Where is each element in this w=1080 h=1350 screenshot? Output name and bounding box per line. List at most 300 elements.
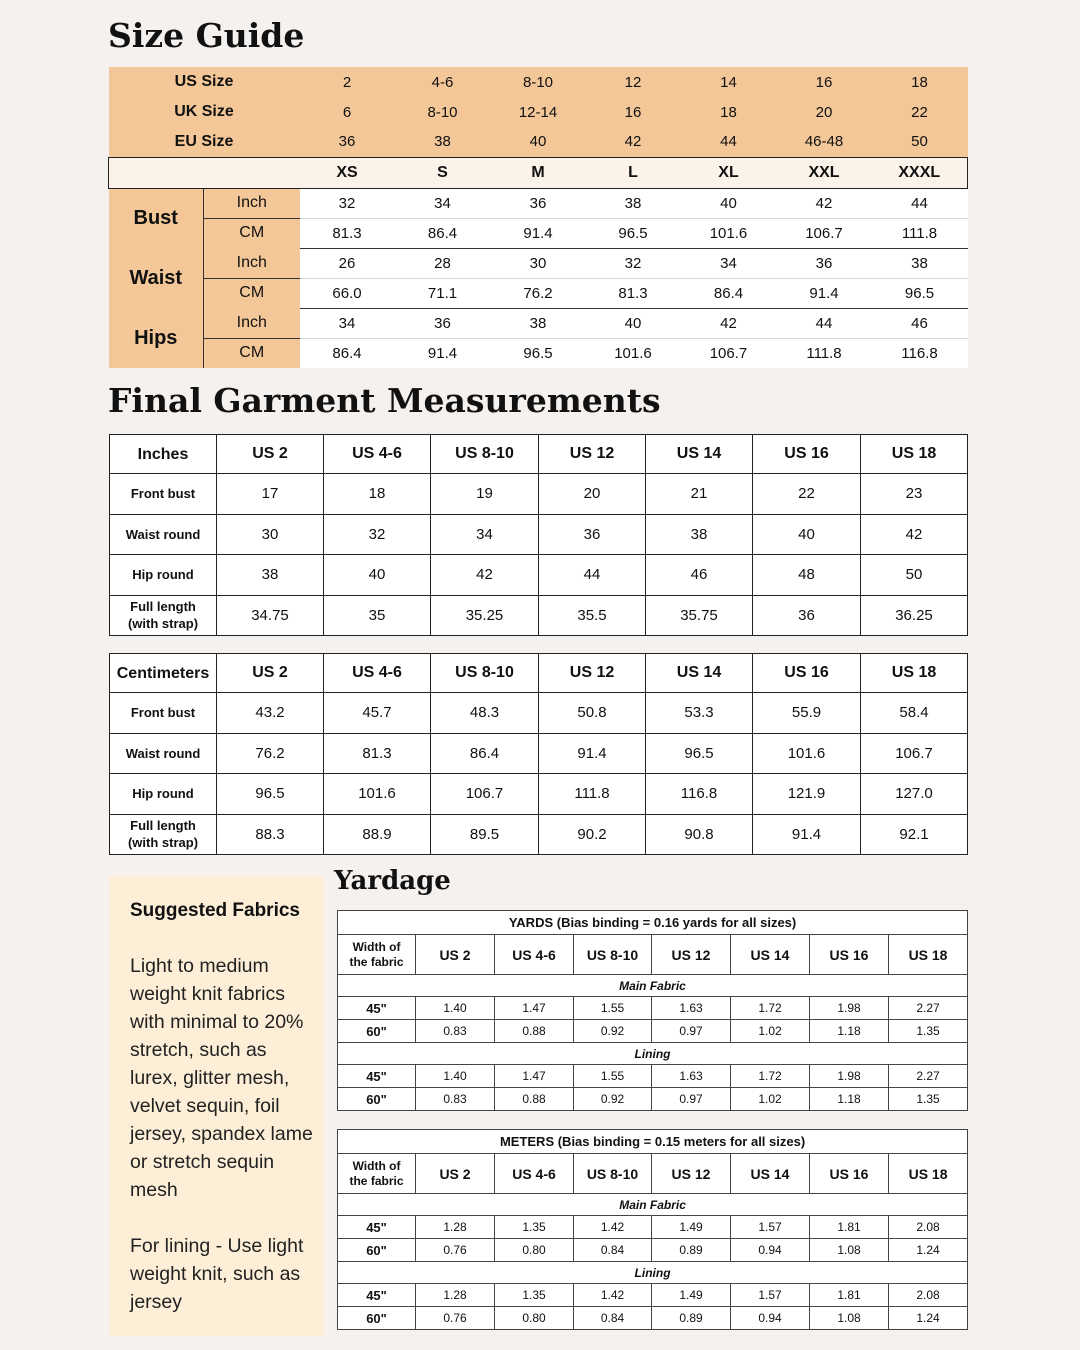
fabric-width: 45" <box>338 1216 416 1239</box>
cm-value: 86.4 <box>681 278 777 308</box>
cm-value: 91.4 <box>395 338 491 368</box>
size-column-header: US 18 <box>861 654 968 693</box>
row-label-line: Hip round <box>132 567 194 583</box>
yardage-value: 1.08 <box>810 1307 889 1330</box>
yardage-value: 1.47 <box>495 997 574 1020</box>
row-label-line: Waist round <box>125 745 201 761</box>
garment-value: 48.3 <box>431 693 539 734</box>
yardage-row <box>338 1216 968 1239</box>
garment-row <box>110 814 968 855</box>
fabric-width-header-line: the fabric <box>349 1173 404 1188</box>
inch-value: 40 <box>681 188 777 218</box>
size-column-header: US 2 <box>416 1154 495 1194</box>
garment-value: 46 <box>646 555 753 596</box>
size-value: 42 <box>586 127 681 157</box>
inch-value: 44 <box>777 308 872 338</box>
size-column-header: US 14 <box>646 654 753 693</box>
size-guide-heading: Size Guide <box>108 16 305 55</box>
yardage-row <box>338 1307 968 1330</box>
size-column-header: US 16 <box>810 935 889 975</box>
letter-size: XXL <box>777 157 872 188</box>
garment-row-label <box>110 474 217 515</box>
size-value: 8-10 <box>491 67 586 97</box>
inch-value: 36 <box>395 308 491 338</box>
garment-value: 36 <box>753 595 861 636</box>
yardage-value: 1.28 <box>416 1216 495 1239</box>
yardage-value: 1.35 <box>495 1216 574 1239</box>
yardage-value: 1.35 <box>889 1088 968 1111</box>
unit-label: Inch <box>204 308 300 338</box>
size-value: 18 <box>681 97 777 127</box>
garment-row <box>110 595 968 636</box>
garment-row-label <box>110 774 217 815</box>
row-label-line: (with strap) <box>127 616 199 632</box>
garment-row <box>110 774 968 815</box>
size-system-label: US Size <box>109 67 300 97</box>
fabric-width: 45" <box>338 1065 416 1088</box>
size-value: 40 <box>491 127 586 157</box>
fabric-section-row <box>338 1262 968 1284</box>
size-column-header: US 14 <box>731 1154 810 1194</box>
row-label-line: Waist round <box>125 526 201 542</box>
size-value: 50 <box>872 127 968 157</box>
yardage-heading: Yardage <box>334 866 451 896</box>
size-column-header: US 4-6 <box>324 654 431 693</box>
size-column-header: US 8-10 <box>431 435 539 474</box>
letter-size: M <box>491 157 586 188</box>
unit-label: CM <box>204 338 300 368</box>
inch-value: 40 <box>586 308 681 338</box>
cm-value: 71.1 <box>395 278 491 308</box>
size-column-header: US 16 <box>810 1154 889 1194</box>
row-label-line: Front bust <box>130 486 196 502</box>
yardage-value: 0.84 <box>574 1239 652 1262</box>
cm-value: 81.3 <box>586 278 681 308</box>
inch-value: 38 <box>872 248 968 278</box>
garment-value: 50.8 <box>539 693 646 734</box>
garment-value: 40 <box>753 514 861 555</box>
yardage-value: 1.98 <box>810 997 889 1020</box>
garment-value: 88.3 <box>217 814 324 855</box>
fabric-width: 45" <box>338 1284 416 1307</box>
size-value: 36 <box>300 127 395 157</box>
garment-row-label <box>110 693 217 734</box>
inch-value: 38 <box>491 308 586 338</box>
measurement-inch-row <box>109 188 968 218</box>
fabric-width-header <box>338 1154 416 1194</box>
size-column-header: US 4-6 <box>495 1154 574 1194</box>
garment-value: 44 <box>539 555 646 596</box>
garment-row <box>110 555 968 596</box>
inch-value: 32 <box>586 248 681 278</box>
cm-value: 96.5 <box>872 278 968 308</box>
cm-value: 86.4 <box>300 338 395 368</box>
garment-row <box>110 693 968 734</box>
size-value: 44 <box>681 127 777 157</box>
garment-value: 38 <box>217 555 324 596</box>
garment-value: 90.2 <box>539 814 646 855</box>
garment-value: 48 <box>753 555 861 596</box>
yardage-value: 0.88 <box>495 1020 574 1043</box>
cm-value: 106.7 <box>777 218 872 248</box>
garment-value: 111.8 <box>539 774 646 815</box>
garment-value: 17 <box>217 474 324 515</box>
yardage-row <box>338 1065 968 1088</box>
size-column-header: US 18 <box>889 935 968 975</box>
letter-size: XL <box>681 157 777 188</box>
garment-row-label <box>110 514 217 555</box>
unit-header: Centimeters <box>110 654 217 693</box>
size-value: 38 <box>395 127 491 157</box>
garment-value: 76.2 <box>217 733 324 774</box>
yardage-value: 0.80 <box>495 1239 574 1262</box>
inch-value: 42 <box>681 308 777 338</box>
yardage-value: 1.24 <box>889 1239 968 1262</box>
yardage-value: 1.42 <box>574 1284 652 1307</box>
garment-row <box>110 474 968 515</box>
garment-value: 45.7 <box>324 693 431 734</box>
letter-size-row <box>109 157 968 188</box>
fabric-width: 60" <box>338 1307 416 1330</box>
garment-value: 86.4 <box>431 733 539 774</box>
garment-row-label <box>110 595 217 636</box>
yardage-row <box>338 1284 968 1307</box>
fabric-section-row <box>338 1194 968 1216</box>
yardage-row <box>338 1020 968 1043</box>
suggested-fabrics-title: Suggested Fabrics <box>130 900 300 921</box>
garment-row-label <box>110 555 217 596</box>
fabric-section-label: Main Fabric <box>338 975 968 997</box>
cm-value: 81.3 <box>300 218 395 248</box>
yardage-value: 0.94 <box>731 1307 810 1330</box>
yardage-value: 1.47 <box>495 1065 574 1088</box>
inch-value: 36 <box>491 188 586 218</box>
garment-value: 92.1 <box>861 814 968 855</box>
fabric-width: 60" <box>338 1088 416 1111</box>
fabric-width-header-line: Width of <box>352 939 401 954</box>
yardage-value: 1.57 <box>731 1216 810 1239</box>
yardage-value: 1.72 <box>731 1065 810 1088</box>
garment-value: 90.8 <box>646 814 753 855</box>
size-column-header: US 12 <box>539 654 646 693</box>
garment-value: 18 <box>324 474 431 515</box>
row-label-line: Hip round <box>132 786 194 802</box>
size-value: 2 <box>300 67 395 97</box>
garment-value: 38 <box>646 514 753 555</box>
size-guide-table <box>108 67 968 368</box>
yardage-value: 1.28 <box>416 1284 495 1307</box>
garment-value: 53.3 <box>646 693 753 734</box>
yardage-value: 1.18 <box>810 1020 889 1043</box>
cm-value: 111.8 <box>872 218 968 248</box>
yardage-value: 0.89 <box>652 1307 731 1330</box>
garment-value: 42 <box>431 555 539 596</box>
size-column-header: US 2 <box>217 435 324 474</box>
size-value: 20 <box>777 97 872 127</box>
size-value: 6 <box>300 97 395 127</box>
yardage-value: 1.55 <box>574 997 652 1020</box>
size-system-label: EU Size <box>109 127 300 157</box>
garment-value: 91.4 <box>753 814 861 855</box>
size-system-label: UK Size <box>109 97 300 127</box>
garment-value: 19 <box>431 474 539 515</box>
letter-size: L <box>586 157 681 188</box>
inch-value: 44 <box>872 188 968 218</box>
garment-row-label <box>110 814 217 855</box>
size-column-header: US 14 <box>731 935 810 975</box>
cm-value: 111.8 <box>777 338 872 368</box>
row-label-line: Front bust <box>130 705 196 721</box>
garment-value: 34.75 <box>217 595 324 636</box>
yardage-value: 0.80 <box>495 1307 574 1330</box>
fabric-width: 60" <box>338 1020 416 1043</box>
lining-suggestion-text: For lining - Use light weight knit, such as jersey <box>130 1235 304 1313</box>
size-column-header: US 18 <box>889 1154 968 1194</box>
inch-value: 46 <box>872 308 968 338</box>
size-column-header: US 8-10 <box>574 935 652 975</box>
yardage-value: 0.89 <box>652 1239 731 1262</box>
inch-value: 34 <box>300 308 395 338</box>
yardage-value: 0.76 <box>416 1307 495 1330</box>
size-value: 16 <box>586 97 681 127</box>
garment-value: 35.5 <box>539 595 646 636</box>
yardage-value: 1.42 <box>574 1216 652 1239</box>
inch-value: 42 <box>777 188 872 218</box>
size-column-header: US 8-10 <box>431 654 539 693</box>
row-label-line: (with strap) <box>127 835 199 851</box>
garment-value: 116.8 <box>646 774 753 815</box>
measurement-inch-row <box>109 248 968 278</box>
yardage-value: 2.08 <box>889 1284 968 1307</box>
garment-cm-table <box>109 653 968 855</box>
garment-header-row <box>110 654 968 693</box>
yardage-value: 1.81 <box>810 1284 889 1307</box>
size-value: 12-14 <box>491 97 586 127</box>
garment-value: 43.2 <box>217 693 324 734</box>
garment-value: 106.7 <box>431 774 539 815</box>
garment-row <box>110 733 968 774</box>
size-conversion-row <box>109 127 968 157</box>
size-column-header: US 4-6 <box>324 435 431 474</box>
yardage-title: YARDS (Bias binding = 0.16 yards for all sizes) <box>338 911 968 935</box>
body-measure-label: Bust <box>109 188 204 248</box>
garment-value: 23 <box>861 474 968 515</box>
inch-value: 26 <box>300 248 395 278</box>
size-column-header: US 14 <box>646 435 753 474</box>
unit-header: Inches <box>110 435 217 474</box>
garment-value: 35 <box>324 595 431 636</box>
fabric-section-label: Main Fabric <box>338 1194 968 1216</box>
suggested-fabrics-text: Light to medium weight knit fabrics with minimal to 20% stretch, such as lurex, glitter mesh, velvet sequin, foil jersey, spandex lame or stretch sequin mesh <box>130 955 313 1201</box>
inch-value: 28 <box>395 248 491 278</box>
yardage-meters-table <box>337 1129 968 1330</box>
garment-value: 32 <box>324 514 431 555</box>
yardage-title-row <box>338 911 968 935</box>
measurement-cm-row <box>109 278 968 308</box>
yardage-title: METERS (Bias binding = 0.15 meters for all sizes) <box>338 1130 968 1154</box>
yardage-value: 1.63 <box>652 997 731 1020</box>
yardage-header-row <box>338 935 968 975</box>
yardage-value: 1.98 <box>810 1065 889 1088</box>
unit-label: CM <box>204 218 300 248</box>
yardage-value: 1.49 <box>652 1216 731 1239</box>
yardage-value: 1.55 <box>574 1065 652 1088</box>
garment-value: 58.4 <box>861 693 968 734</box>
cm-value: 101.6 <box>681 218 777 248</box>
size-value: 14 <box>681 67 777 97</box>
yardage-value: 1.24 <box>889 1307 968 1330</box>
yardage-value: 1.18 <box>810 1088 889 1111</box>
size-value: 46-48 <box>777 127 872 157</box>
yardage-value: 1.40 <box>416 997 495 1020</box>
garment-value: 50 <box>861 555 968 596</box>
inch-value: 34 <box>395 188 491 218</box>
letter-size: S <box>395 157 491 188</box>
letter-size: XS <box>300 157 395 188</box>
garment-value: 121.9 <box>753 774 861 815</box>
measurement-cm-row <box>109 218 968 248</box>
fabric-section-row <box>338 975 968 997</box>
size-value: 16 <box>777 67 872 97</box>
yardage-value: 1.49 <box>652 1284 731 1307</box>
unit-label: CM <box>204 278 300 308</box>
row-label-line: Full length <box>130 818 196 834</box>
cm-value: 91.4 <box>491 218 586 248</box>
row-label-line: Full length <box>130 599 196 615</box>
measurement-inch-row <box>109 308 968 338</box>
fabric-section-row <box>338 1043 968 1065</box>
garment-value: 106.7 <box>861 733 968 774</box>
garment-value: 55.9 <box>753 693 861 734</box>
yardage-value: 1.08 <box>810 1239 889 1262</box>
unit-label: Inch <box>204 248 300 278</box>
size-column-header: US 16 <box>753 654 861 693</box>
fabric-section-label: Lining <box>338 1043 968 1065</box>
size-column-header: US 16 <box>753 435 861 474</box>
garment-value: 35.25 <box>431 595 539 636</box>
body-measure-label: Waist <box>109 248 204 308</box>
yardage-row <box>338 1088 968 1111</box>
garment-value: 96.5 <box>646 733 753 774</box>
garment-value: 101.6 <box>753 733 861 774</box>
size-value: 18 <box>872 67 968 97</box>
fabric-width: 60" <box>338 1239 416 1262</box>
inch-value: 30 <box>491 248 586 278</box>
yardage-value: 1.02 <box>731 1020 810 1043</box>
fabric-width-header-line: the fabric <box>349 954 404 969</box>
size-column-header: US 12 <box>652 935 731 975</box>
size-value: 8-10 <box>395 97 491 127</box>
cm-value: 66.0 <box>300 278 395 308</box>
size-column-header: US 4-6 <box>495 935 574 975</box>
fabric-width-header <box>338 935 416 975</box>
size-column-header: US 2 <box>416 935 495 975</box>
garment-inches-table <box>109 434 968 636</box>
garment-value: 91.4 <box>539 733 646 774</box>
measurement-cm-row <box>109 338 968 368</box>
yardage-value: 0.88 <box>495 1088 574 1111</box>
suggested-fabrics-panel <box>109 876 324 1336</box>
garment-value: 22 <box>753 474 861 515</box>
yardage-value: 1.57 <box>731 1284 810 1307</box>
yardage-value: 0.97 <box>652 1020 731 1043</box>
yardage-value: 1.02 <box>731 1088 810 1111</box>
garment-value: 30 <box>217 514 324 555</box>
yardage-value: 1.40 <box>416 1065 495 1088</box>
size-value: 12 <box>586 67 681 97</box>
size-conversion-row <box>109 97 968 127</box>
garment-row <box>110 514 968 555</box>
inch-value: 36 <box>777 248 872 278</box>
cm-value: 101.6 <box>586 338 681 368</box>
yardage-value: 0.83 <box>416 1088 495 1111</box>
letter-size: XXXL <box>872 157 968 188</box>
garment-value: 127.0 <box>861 774 968 815</box>
inch-value: 32 <box>300 188 395 218</box>
yardage-value: 1.81 <box>810 1216 889 1239</box>
size-column-header: US 8-10 <box>574 1154 652 1194</box>
size-column-header: US 2 <box>217 654 324 693</box>
cm-value: 96.5 <box>586 218 681 248</box>
cm-value: 116.8 <box>872 338 968 368</box>
cm-value: 86.4 <box>395 218 491 248</box>
garment-value: 101.6 <box>324 774 431 815</box>
size-column-header: US 12 <box>539 435 646 474</box>
fabric-width: 45" <box>338 997 416 1020</box>
garment-value: 89.5 <box>431 814 539 855</box>
cm-value: 91.4 <box>777 278 872 308</box>
yardage-value: 0.92 <box>574 1020 652 1043</box>
yardage-value: 1.63 <box>652 1065 731 1088</box>
fabric-section-label: Lining <box>338 1262 968 1284</box>
garment-value: 81.3 <box>324 733 431 774</box>
garment-value: 88.9 <box>324 814 431 855</box>
yardage-value: 0.97 <box>652 1088 731 1111</box>
letter-size-blank <box>109 157 300 188</box>
yardage-value: 0.83 <box>416 1020 495 1043</box>
cm-value: 106.7 <box>681 338 777 368</box>
garment-header-row <box>110 435 968 474</box>
yardage-value: 0.84 <box>574 1307 652 1330</box>
garment-value: 42 <box>861 514 968 555</box>
yardage-value: 0.92 <box>574 1088 652 1111</box>
garment-value: 36 <box>539 514 646 555</box>
garment-value: 34 <box>431 514 539 555</box>
inch-value: 34 <box>681 248 777 278</box>
yardage-value: 0.76 <box>416 1239 495 1262</box>
yardage-value: 2.27 <box>889 1065 968 1088</box>
garment-value: 96.5 <box>217 774 324 815</box>
fabric-width-header-line: Width of <box>352 1158 401 1173</box>
size-conversion-row <box>109 67 968 97</box>
yardage-value: 1.72 <box>731 997 810 1020</box>
garment-value: 21 <box>646 474 753 515</box>
yardage-value: 2.08 <box>889 1216 968 1239</box>
size-column-header: US 12 <box>652 1154 731 1194</box>
yardage-value: 0.94 <box>731 1239 810 1262</box>
size-column-header: US 18 <box>861 435 968 474</box>
unit-label: Inch <box>204 188 300 218</box>
yardage-row <box>338 997 968 1020</box>
inch-value: 38 <box>586 188 681 218</box>
yardage-value: 2.27 <box>889 997 968 1020</box>
yardage-title-row <box>338 1130 968 1154</box>
garment-value: 20 <box>539 474 646 515</box>
garment-value: 36.25 <box>861 595 968 636</box>
size-value: 22 <box>872 97 968 127</box>
yardage-row <box>338 1239 968 1262</box>
yardage-yards-table <box>337 910 968 1111</box>
